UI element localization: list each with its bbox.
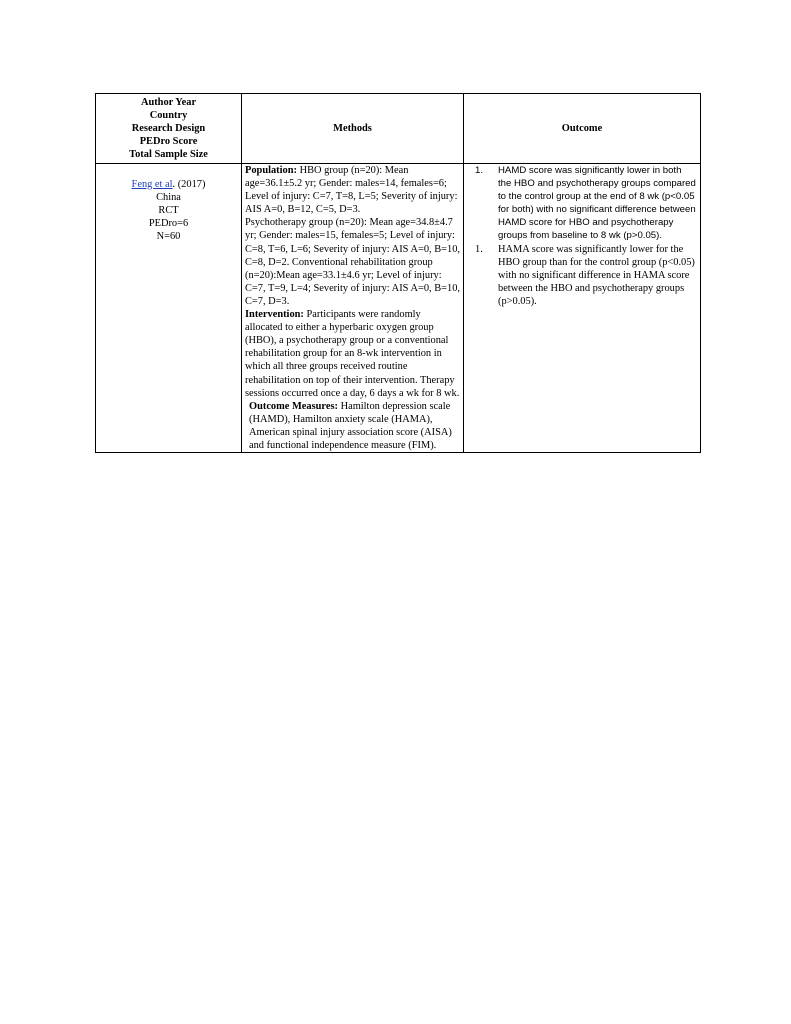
citation [99,178,238,191]
author-cell [96,164,242,453]
intervention-label: Intervention: [245,309,304,321]
pedro-score: PEDro=6 [148,218,189,230]
outcome-measures-label: Outcome Measures: [249,400,338,412]
outcome-measures-text: Hamilton depression scale (HAMD), Hamilton anxiety scale (HAMA), American spinal injury association score (AISA) and functional independence measure (FIM). [249,400,452,451]
population-label: Population: [245,165,297,176]
outcome-item [467,243,697,308]
population-text: HBO group (n=20): Mean age=36.1±5.2 yr; Gender: males=14, females=6; Level of injury: C=7, T=8, L=5; Severity of injury: AIS A=0, B=12, C=5, D=3. [245,165,458,216]
author-column-header [96,94,242,164]
psychotherapy-group-text: Psychotherapy group (n=20): Mean age=34.8±4.7 yr; Gender: males=15, females=5; Level of injury: C=8, T=6, L=6; Severity of injury: AIS A=0, B=10, C=8, D=2. Conventional rehabilitation group (n=20):Mean age=33.1±4.6 yr; Level of injury: C=7, T=9, L=4; Severity of injury: AIS A=0, B=10, C=7, D=3. [245,217,460,307]
intervention-block [245,308,460,400]
intervention-text: Participants were randomly allocated to either a hyperbaric oxygen group (HBO), a psychotherapy group or a conventional rehabilitation group for an 8-wk intervention in which all three groups received routine rehabilitation on top of their intervention. Therapy sessions occurred once a day, 6 days a wk for 8 wk. [245,309,460,399]
population-block [245,164,460,216]
evidence-table [95,93,701,453]
outcome-item-number: 1. [475,243,483,255]
sample-size: N=60 [156,231,181,243]
table-row [96,164,701,453]
outcome-item [467,164,697,243]
outcome-measures-block [245,400,460,452]
header-line-pedro-score: PEDro Score [139,136,198,148]
header-line-country: Country [149,109,188,121]
header-row [96,94,701,164]
header-line-research-design: Research Design [131,122,206,134]
citation-link[interactable]: Feng et al [131,179,173,190]
research-design: RCT [158,205,179,217]
country: China [156,192,181,204]
outcome-item-number: 1. [475,165,484,176]
outcome-list [467,164,697,308]
methods-column-header: Methods [242,94,464,164]
citation-year: . (2017) [172,179,206,190]
outcome-cell [464,164,701,453]
outcome-column-header: Outcome [464,94,701,164]
outcome-item-text: HAMA score was significantly lower for the HBO group than for the control group (p<0.05) with no significant difference in HAMA score between the HBO and psychotherapy groups (p>0.05). [498,243,695,307]
header-line-sample-size: Total Sample Size [129,149,208,161]
methods-cell [242,164,464,453]
header-line-author-year: Author Year [140,96,197,108]
outcome-item-text: HAMD score was significantly lower in both the HBO and psychotherapy groups compared to the control group at the end of 8 wk (p<0.05 for both) with no significant difference between HAMD score for HBO and psychotherapy groups from baseline to 8 wk (p>0.05). [498,165,696,242]
